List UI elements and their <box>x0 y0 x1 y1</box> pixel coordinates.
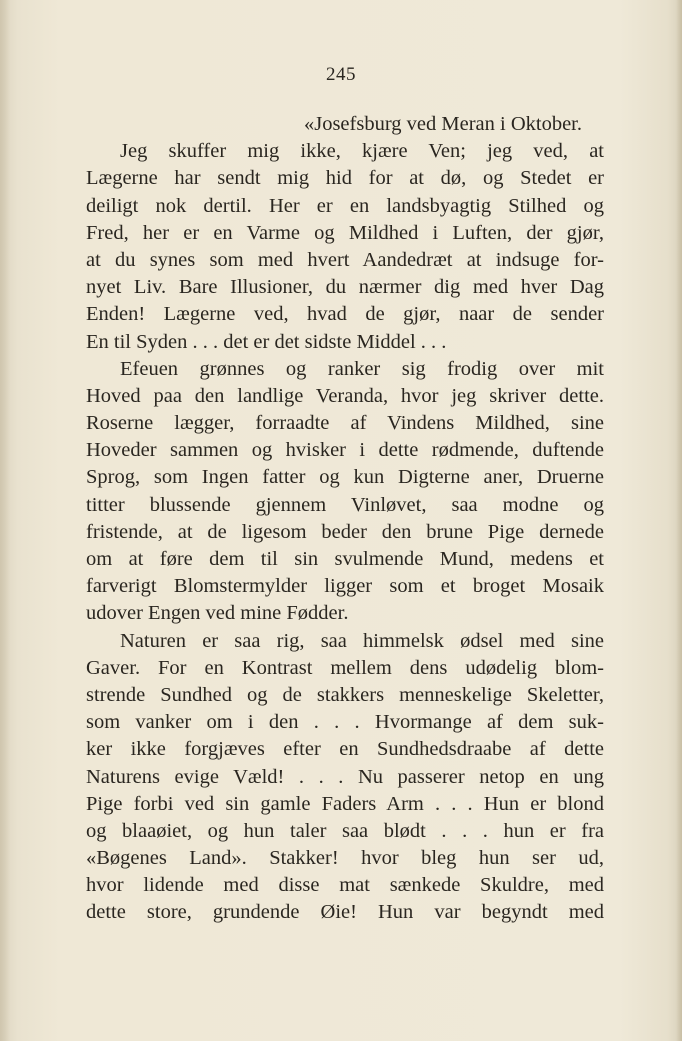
text-line: Jeg skuffer mig ikke, kjære Ven; jeg ved, at <box>120 140 604 163</box>
text-line: Roserne lægger, forraadte af Vindens Mildhed, sine <box>86 412 604 435</box>
text-line: Enden! Lægerne ved, hvad de gjør, naar de sender <box>86 303 604 326</box>
text-line: Naturens evige Væld! . . . Nu passerer netop en ung <box>86 765 604 788</box>
text-line: om at føre dem til sin svulmende Mund, medens et <box>86 548 604 570</box>
text-line: hvor lidende med disse mat sænkede Skuldre, med <box>86 874 604 897</box>
text-line: og blaaøiet, og hun taler saa blødt . . . hun er fra <box>86 819 604 842</box>
text-line: dette store, grundende Øie! Hun var begyndt med <box>86 901 604 924</box>
text-line: titter blussende gjennem Vinløvet, saa modne og <box>86 493 604 516</box>
text-line: deiligt nok dertil. Her er en landsbyagtig Stilhed og <box>86 194 604 217</box>
text-line: at du synes som med hvert Aandedræt at indsuge for- <box>86 248 604 271</box>
text-line: fristende, at de ligesom beder den brune Pige dernede <box>86 520 604 543</box>
page-binding-shadow <box>0 0 10 1041</box>
letter-heading: «Josefsburg ved Meran i Oktober. <box>303 113 582 135</box>
text-line: Pige forbi ved sin gamle Faders Arm . . . Hun er blond <box>86 792 604 815</box>
text-line: Gaver. For en Kontrast mellem dens udødelig blom- <box>86 656 604 679</box>
text-line: Lægerne har sendt mig hid for at dø, og Stedet er <box>86 167 604 190</box>
page-edge-shadow <box>676 0 682 1041</box>
text-line: farverigt Blomstermylder ligger som et broget Mosaik <box>86 575 604 598</box>
text-line: Efeuen grønnes og ranker sig frodig over mit <box>120 357 604 380</box>
text-line: strende Sundhed og de stakkers menneskelige Skeletter, <box>86 683 604 706</box>
body-text <box>86 111 604 927</box>
text-line: Hoved paa den landlige Veranda, hvor jeg skriver dette. <box>86 384 604 407</box>
text-line: som vanker om i den . . . Hvormange af dem suk- <box>86 711 604 734</box>
text-line: nyet Liv. Bare Illusioner, du nærmer dig med hver Dag <box>86 276 604 299</box>
text-line: Sprog, som Ingen fatter og kun Digterne aner, Druerne <box>86 466 604 489</box>
text-line: Naturen er saa rig, saa himmelsk ødsel med sine <box>120 629 604 652</box>
text-line: «Bøgenes Land». Stakker! hvor bleg hun ser ud, <box>86 847 604 870</box>
text-line: ker ikke forgjæves efter en Sundhedsdraabe af dette <box>86 738 604 761</box>
text-line: Hoveder sammen og hvisker i dette rødmende, duftende <box>86 439 604 462</box>
text-line: udover Engen ved mine Fødder. <box>86 602 349 625</box>
text-line: En til Syden . . . det er det sidste Middel . . . <box>86 330 447 353</box>
page-number: 245 <box>326 64 356 85</box>
text-line: Fred, her er en Varme og Mildhed i Luften, der gjør, <box>86 221 604 244</box>
